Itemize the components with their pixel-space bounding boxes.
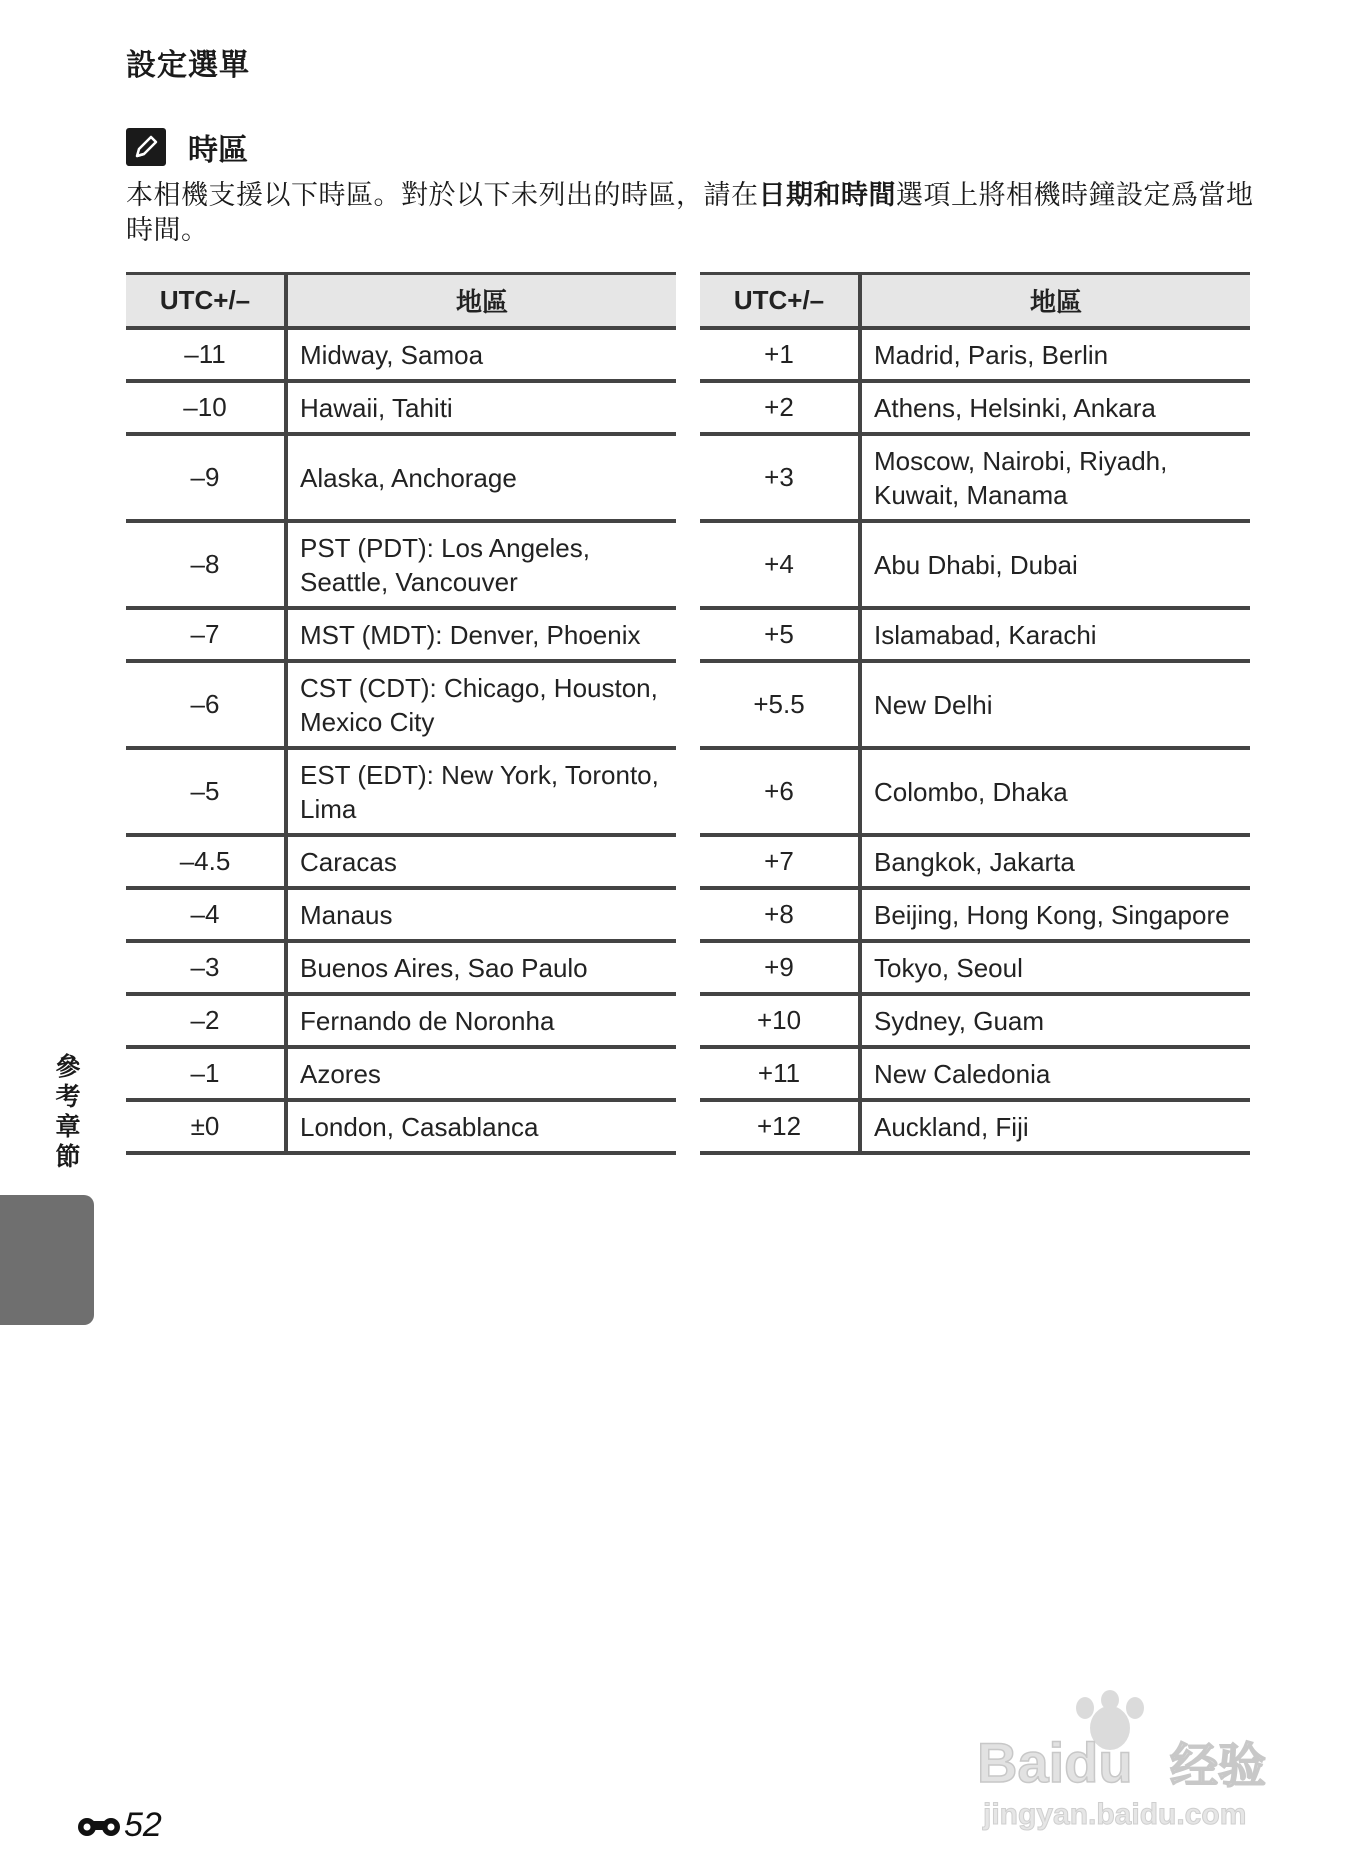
date-time-option-name: 日期和時間 <box>758 180 896 211</box>
table-row <box>126 835 676 888</box>
utc-offset-cell: +8 <box>700 888 860 941</box>
intro-text-end: 選項上將相機時鐘設定爲當地時間。 <box>126 180 1254 246</box>
table-row <box>700 1100 1250 1153</box>
table-row <box>700 994 1250 1047</box>
region-cell: MST (MDT): Denver, Phoenix <box>286 608 676 661</box>
region-cell: Caracas <box>286 835 676 888</box>
table-row <box>700 888 1250 941</box>
region-cell: Manaus <box>286 888 676 941</box>
utc-offset-cell: –5 <box>126 748 286 835</box>
table-row <box>700 521 1250 608</box>
watermark-brand: Baidu <box>977 1731 1133 1794</box>
watermark-cn: 经验 <box>1170 1738 1267 1794</box>
region-cell: New Delhi <box>860 661 1250 748</box>
region-cell: Colombo, Dhaka <box>860 748 1250 835</box>
table-row <box>700 608 1250 661</box>
utc-offset-cell: +3 <box>700 434 860 521</box>
intro-text-start: 本相機支援以下時區。對於以下未列出的時區，請在 <box>126 180 759 211</box>
section-header: 設定選單 <box>126 48 250 83</box>
table-row <box>126 1047 676 1100</box>
timezone-table-right <box>700 272 1250 1155</box>
region-cell: Islamabad, Karachi <box>860 608 1250 661</box>
table-row <box>700 328 1250 381</box>
region-cell: Fernando de Noronha <box>286 994 676 1047</box>
region-cell: London, Casablanca <box>286 1100 676 1153</box>
table-row <box>700 941 1250 994</box>
region-cell: Midway, Samoa <box>286 328 676 381</box>
side-section-label: 參考章節 <box>55 1052 81 1171</box>
region-cell: Auckland, Fiji <box>860 1100 1250 1153</box>
region-cell: New Caledonia <box>860 1047 1250 1100</box>
table-row <box>126 434 676 521</box>
region-cell: CST (CDT): Chicago, Houston, Mexico City <box>286 661 676 748</box>
table-row <box>126 661 676 748</box>
table-row <box>126 608 676 661</box>
reference-section-icon <box>76 1813 122 1839</box>
region-cell: Sydney, Guam <box>860 994 1250 1047</box>
column-header-region: 地區 <box>860 274 1250 329</box>
region-cell: Abu Dhabi, Dubai <box>860 521 1250 608</box>
table-row <box>700 434 1250 521</box>
utc-offset-cell: –1 <box>126 1047 286 1100</box>
pencil-note-icon <box>126 128 166 166</box>
utc-offset-cell: +5.5 <box>700 661 860 748</box>
note-title: 時區 <box>188 133 248 168</box>
column-header-utc-offset: UTC+/– <box>126 274 286 329</box>
utc-offset-cell: ±0 <box>126 1100 286 1153</box>
utc-offset-cell: –10 <box>126 381 286 434</box>
column-header-region: 地區 <box>286 274 676 329</box>
table-row <box>126 994 676 1047</box>
utc-offset-cell: –6 <box>126 661 286 748</box>
table-row <box>126 521 676 608</box>
region-cell: Madrid, Paris, Berlin <box>860 328 1250 381</box>
column-header-utc-offset: UTC+/– <box>700 274 860 329</box>
utc-offset-cell: +11 <box>700 1047 860 1100</box>
utc-offset-cell: +10 <box>700 994 860 1047</box>
utc-offset-cell: +12 <box>700 1100 860 1153</box>
intro-paragraph <box>126 178 1256 248</box>
utc-offset-cell: +6 <box>700 748 860 835</box>
utc-offset-cell: –8 <box>126 521 286 608</box>
region-cell: Beijing, Hong Kong, Singapore <box>860 888 1250 941</box>
utc-offset-cell: –3 <box>126 941 286 994</box>
table-row <box>126 328 676 381</box>
table-row <box>126 1100 676 1153</box>
region-cell: Moscow, Nairobi, Riyadh, Kuwait, Manama <box>860 434 1250 521</box>
utc-offset-cell: +1 <box>700 328 860 381</box>
region-cell: EST (EDT): New York, Toronto, Lima <box>286 748 676 835</box>
utc-offset-cell: –7 <box>126 608 286 661</box>
table-row <box>700 381 1250 434</box>
utc-offset-cell: +2 <box>700 381 860 434</box>
table-row <box>126 888 676 941</box>
region-cell: Tokyo, Seoul <box>860 941 1250 994</box>
table-row <box>126 941 676 994</box>
table-row <box>700 748 1250 835</box>
utc-offset-cell: –4 <box>126 888 286 941</box>
utc-offset-cell: –9 <box>126 434 286 521</box>
utc-offset-cell: –11 <box>126 328 286 381</box>
utc-offset-cell: +5 <box>700 608 860 661</box>
region-cell: Alaska, Anchorage <box>286 434 676 521</box>
baidu-watermark <box>975 1690 1305 1840</box>
table-row <box>126 748 676 835</box>
region-cell: Athens, Helsinki, Ankara <box>860 381 1250 434</box>
watermark-url: jingyan.baidu.com <box>983 1798 1247 1831</box>
region-cell: Hawaii, Tahiti <box>286 381 676 434</box>
table-row <box>126 381 676 434</box>
note-heading <box>126 125 248 169</box>
utc-offset-cell: +9 <box>700 941 860 994</box>
utc-offset-cell: +4 <box>700 521 860 608</box>
utc-offset-cell: +7 <box>700 835 860 888</box>
section-thumb-tab <box>0 1195 94 1325</box>
table-row <box>700 1047 1250 1100</box>
table-row <box>700 661 1250 748</box>
table-row <box>700 835 1250 888</box>
region-cell: Buenos Aires, Sao Paulo <box>286 941 676 994</box>
page-number-text: 52 <box>124 1806 162 1844</box>
utc-offset-cell: –2 <box>126 994 286 1047</box>
region-cell: PST (PDT): Los Angeles, Seattle, Vancouver <box>286 521 676 608</box>
timezone-table-left <box>126 272 676 1155</box>
region-cell: Azores <box>286 1047 676 1100</box>
region-cell: Bangkok, Jakarta <box>860 835 1250 888</box>
utc-offset-cell: –4.5 <box>126 835 286 888</box>
page-number <box>76 1806 162 1845</box>
